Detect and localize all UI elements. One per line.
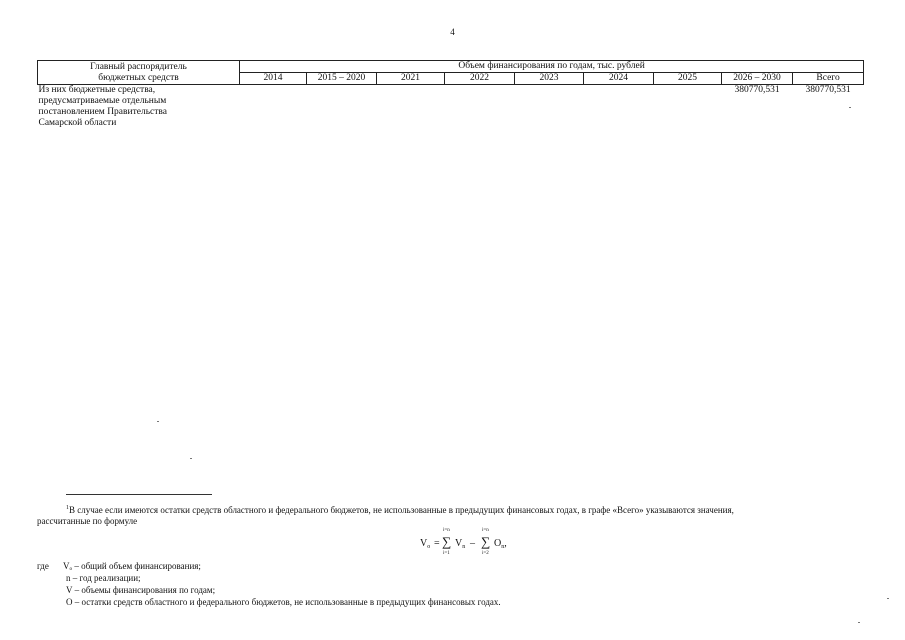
value-cell <box>240 85 307 130</box>
scan-speck <box>157 421 159 422</box>
formula-lhs-symbol: V <box>420 538 428 549</box>
row-name-line: Самарской области <box>38 118 117 128</box>
formula-sum1-top: i=n <box>443 528 450 533</box>
column-header-total: Всего <box>793 73 864 85</box>
column-header: 2022 <box>445 73 515 85</box>
footnote-text-line1: В случае если имеются остатки средств областного и федерального бюджетов, не использованные в предыдущих финансовых годах, в графе «Всего» указываются значения, <box>69 505 734 515</box>
table-row <box>38 85 864 130</box>
column-header: 2024 <box>584 73 654 85</box>
footnote-divider <box>66 494 212 495</box>
scan-speck <box>849 107 851 108</box>
column-header: 2015 – 2020 <box>307 73 377 85</box>
formula-trailing-comma: , <box>504 538 507 549</box>
formula-lhs-sub: o <box>427 544 431 550</box>
row-name-cell <box>38 85 240 130</box>
legend-item: O – остатки средств областного и федерального бюджетов, не использованные в предыдущих финансовых годах. <box>66 597 501 607</box>
formula-equals: = <box>434 538 440 549</box>
legend-where-label: где <box>37 561 49 571</box>
column-header: 2023 <box>515 73 584 85</box>
scan-speck <box>190 458 192 459</box>
value-cell <box>445 85 515 130</box>
formula-term2-symbol: O <box>494 538 502 549</box>
column-header: 2021 <box>377 73 445 85</box>
value-cell <box>584 85 654 130</box>
formula-sum1-bottom: i=1 <box>443 551 450 556</box>
legend-item: V – объемы финансирования по годам; <box>66 585 216 595</box>
footnote-line1 <box>37 503 863 516</box>
funding-table <box>37 60 864 129</box>
formula-sum1-sigma-icon: ∑ <box>442 534 452 549</box>
value-cell <box>515 85 584 130</box>
formula-term1-symbol: V <box>455 538 463 549</box>
formula-lhs <box>420 538 430 550</box>
formula-term1 <box>455 538 465 550</box>
footnote-marker: 1 <box>66 505 69 511</box>
row-name-line: постановлением Правительства <box>38 107 167 117</box>
formula-sum2-top: i=n <box>482 528 489 533</box>
funding-group-header: Объем финансирования по годам, тыс. рублей <box>240 61 864 73</box>
legend-item: Vₒ – общий объем финансирования; <box>63 561 201 571</box>
value-cell <box>307 85 377 130</box>
footnote <box>37 503 863 527</box>
value-cell <box>377 85 445 130</box>
formula-sum2-bottom: i=2 <box>482 551 489 556</box>
formula <box>420 528 540 558</box>
column-header: 2025 <box>654 73 722 85</box>
formula-sum2-sigma-icon: ∑ <box>481 534 491 549</box>
footnote-text-line2: рассчитанные по формуле <box>37 516 138 526</box>
formula-term1-sub: n <box>462 544 466 550</box>
legend-item: n – год реализации; <box>66 573 141 583</box>
formula-term2 <box>494 538 507 550</box>
value-cell-total: 380770,531 <box>805 85 851 95</box>
distributor-header <box>38 61 240 85</box>
row-name-line: Из них бюджетные средства, <box>38 85 156 95</box>
distributor-header-line2: бюджетных средств <box>98 72 179 83</box>
column-header: 2014 <box>240 73 307 85</box>
scan-speck <box>887 598 889 599</box>
row-name-line: предусматриваемые отдельным <box>38 96 167 106</box>
formula-minus: – <box>470 538 475 549</box>
page-number: 4 <box>450 27 455 37</box>
scan-speck <box>858 622 860 623</box>
distributor-header-line1: Главный распорядитель <box>90 61 187 72</box>
value-cell <box>654 85 722 130</box>
value-cell-2026-2030: 380770,531 <box>734 85 780 95</box>
column-header: 2026 – 2030 <box>722 73 793 85</box>
formula-term2-sub: n <box>501 544 505 550</box>
